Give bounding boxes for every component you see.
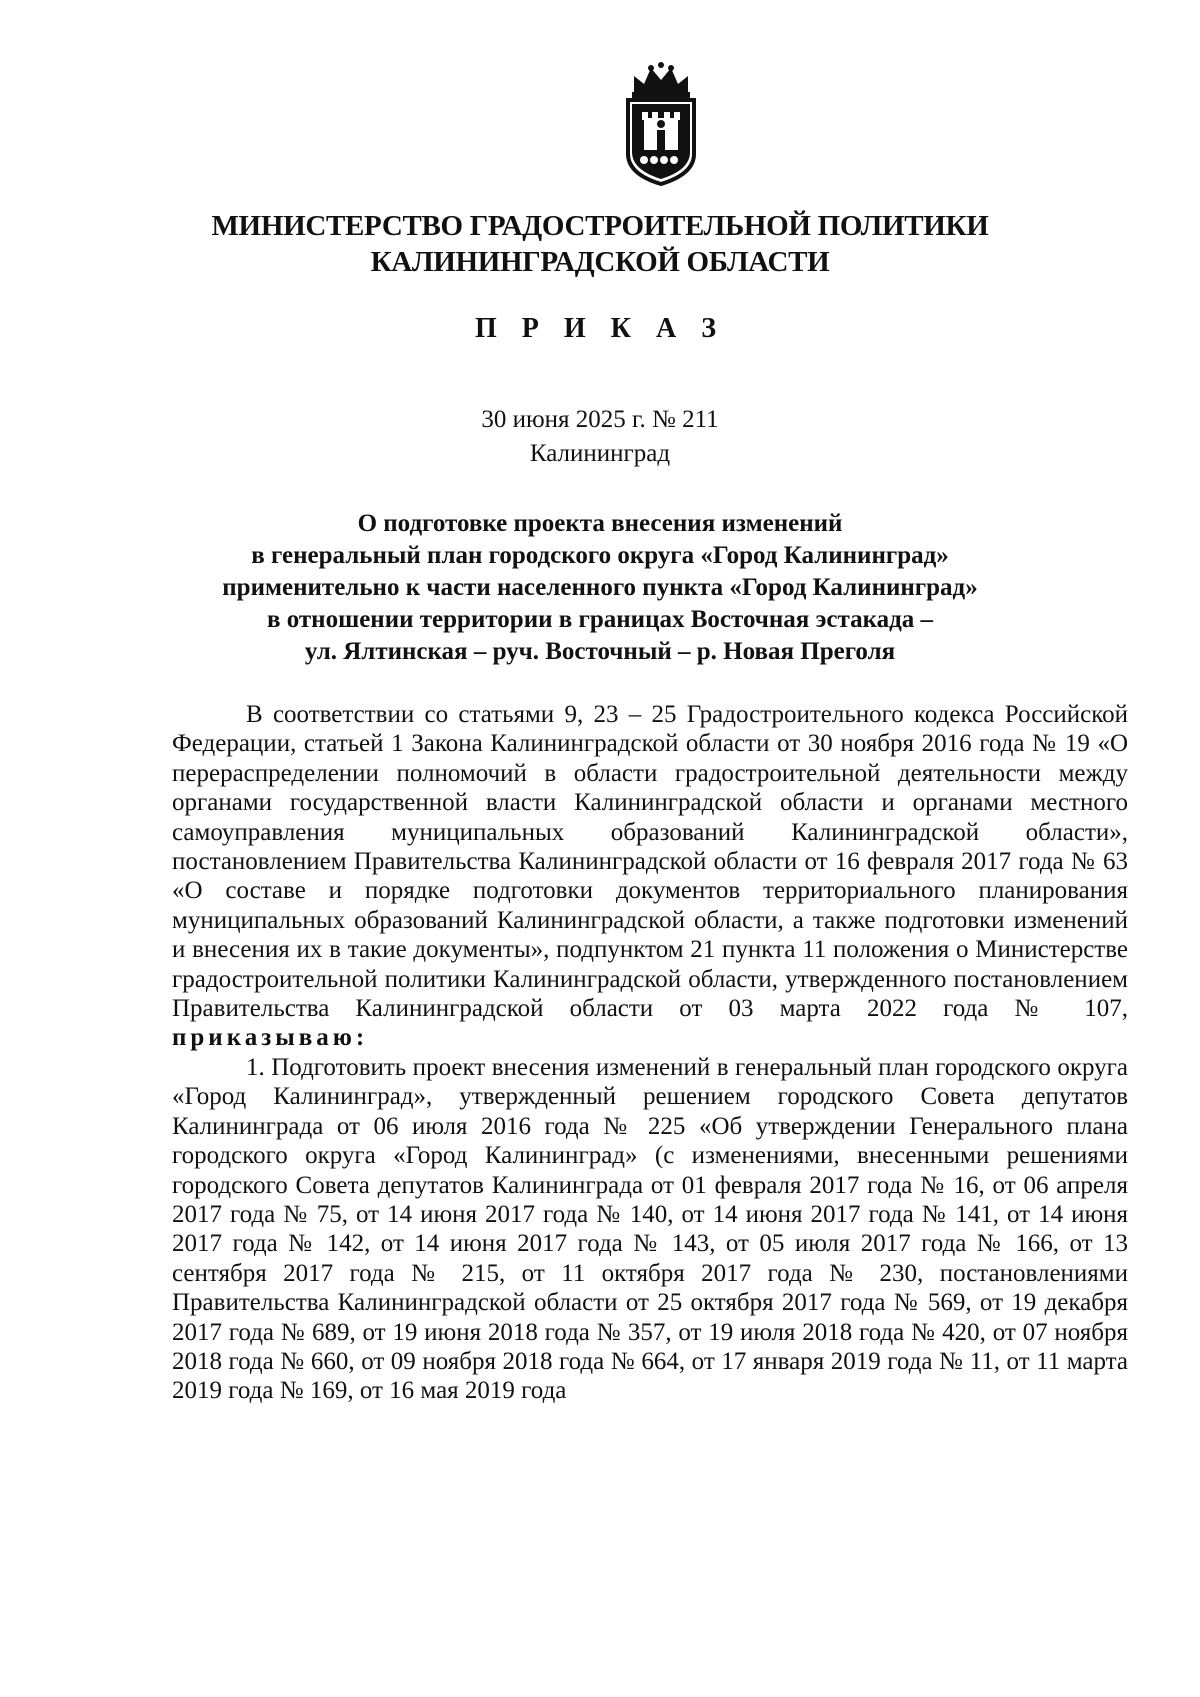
order-word: приказываю: [172,1024,369,1052]
city: Калининград [529,440,671,467]
order-subject [0,508,1200,668]
subject-line: ул. Ялтинская – руч. Восточный – р. Новая Преголя [304,638,896,665]
date-and-number: 30 июня 2025 г. № 211 [481,406,719,433]
preamble-paragraph [172,700,1128,1053]
ministry-line-1: МИНИСТЕРСТВО ГРАДОСТРОИТЕЛЬНОЙ ПОЛИТИКИ [211,210,989,242]
preamble-text: В соответствии со статьями 9, 23 – 25 Градостроительного кодекса Российской Федерации, статьей 1 Закона Калининградской области от 30 ноября 2016 года № 19 «О перераспределении полномочий в области градостроительной деятельности между органами государственной власти Калининградской области и органами местного самоуправления муниципальных образований Калининградской области», постановлением Правительства Калининградской области от 16 февраля 2017 года № 63 «О составе и порядке подготовки документов территориального планирования муниципальных образований Калининградской области, а также подготовки изменений и внесения их в такие документы», подпунктом 21 пункта 11 положения о Министерстве градостроительной политики Калининградской области, утвержденного постановлением Правительства Калининградской области от 03 марта 2022 года № 107, [172,701,1128,1023]
ministry-header [0,208,1200,280]
document-type: П Р И К А З [475,313,725,344]
ministry-line-2: КАЛИНИНГРАДСКОЙ ОБЛАСТИ [370,246,830,278]
subject-line: в генеральный план городского округа «Город Калининград» [251,542,949,569]
item-1-paragraph: 1. Подготовить проект внесения изменений в генеральный план городского округа «Город Калининград», утвержденный решением городского Совета депутатов Калининграда от 06 июля 2016 года № 225 «Об утверждении Генерального плана городского округа «Город Калининград» (с изменениями, внесенными решениями городского Совета депутатов Калининграда от 01 февраля 2017 года № 16, от 06 апреля 2017 года № 75, от 14 июня 2017 года № 140, от 14 июня 2017 года № 141, от 14 июня 2017 года № 142, от 14 июня 2017 года № 143, от 05 июля 2017 года № 166, от 13 сентября 2017 года № 215, от 11 октября 2017 года № 230, постановлениями Правительства Калининградской области от 25 октября 2017 года № 569, от 19 декабря 2017 года № 689, от 19 июня 2018 года № 357, от 19 июля 2018 года № 420, от 07 ноября 2018 года № 660, от 09 ноября 2018 года № 664, от 17 января 2019 года № 11, от 11 марта 2019 года № 169, от 16 мая 2019 года [172,1053,1128,1405]
coat-of-arms-icon [620,62,702,186]
subject-line: О подготовке проекта внесения изменений [357,510,843,537]
subject-line: в отношении территории в границах Восточная эстакада – [266,606,933,633]
subject-line: применительно к части населенного пункта «Город Калининград» [222,574,978,601]
document-body [172,700,1128,1406]
